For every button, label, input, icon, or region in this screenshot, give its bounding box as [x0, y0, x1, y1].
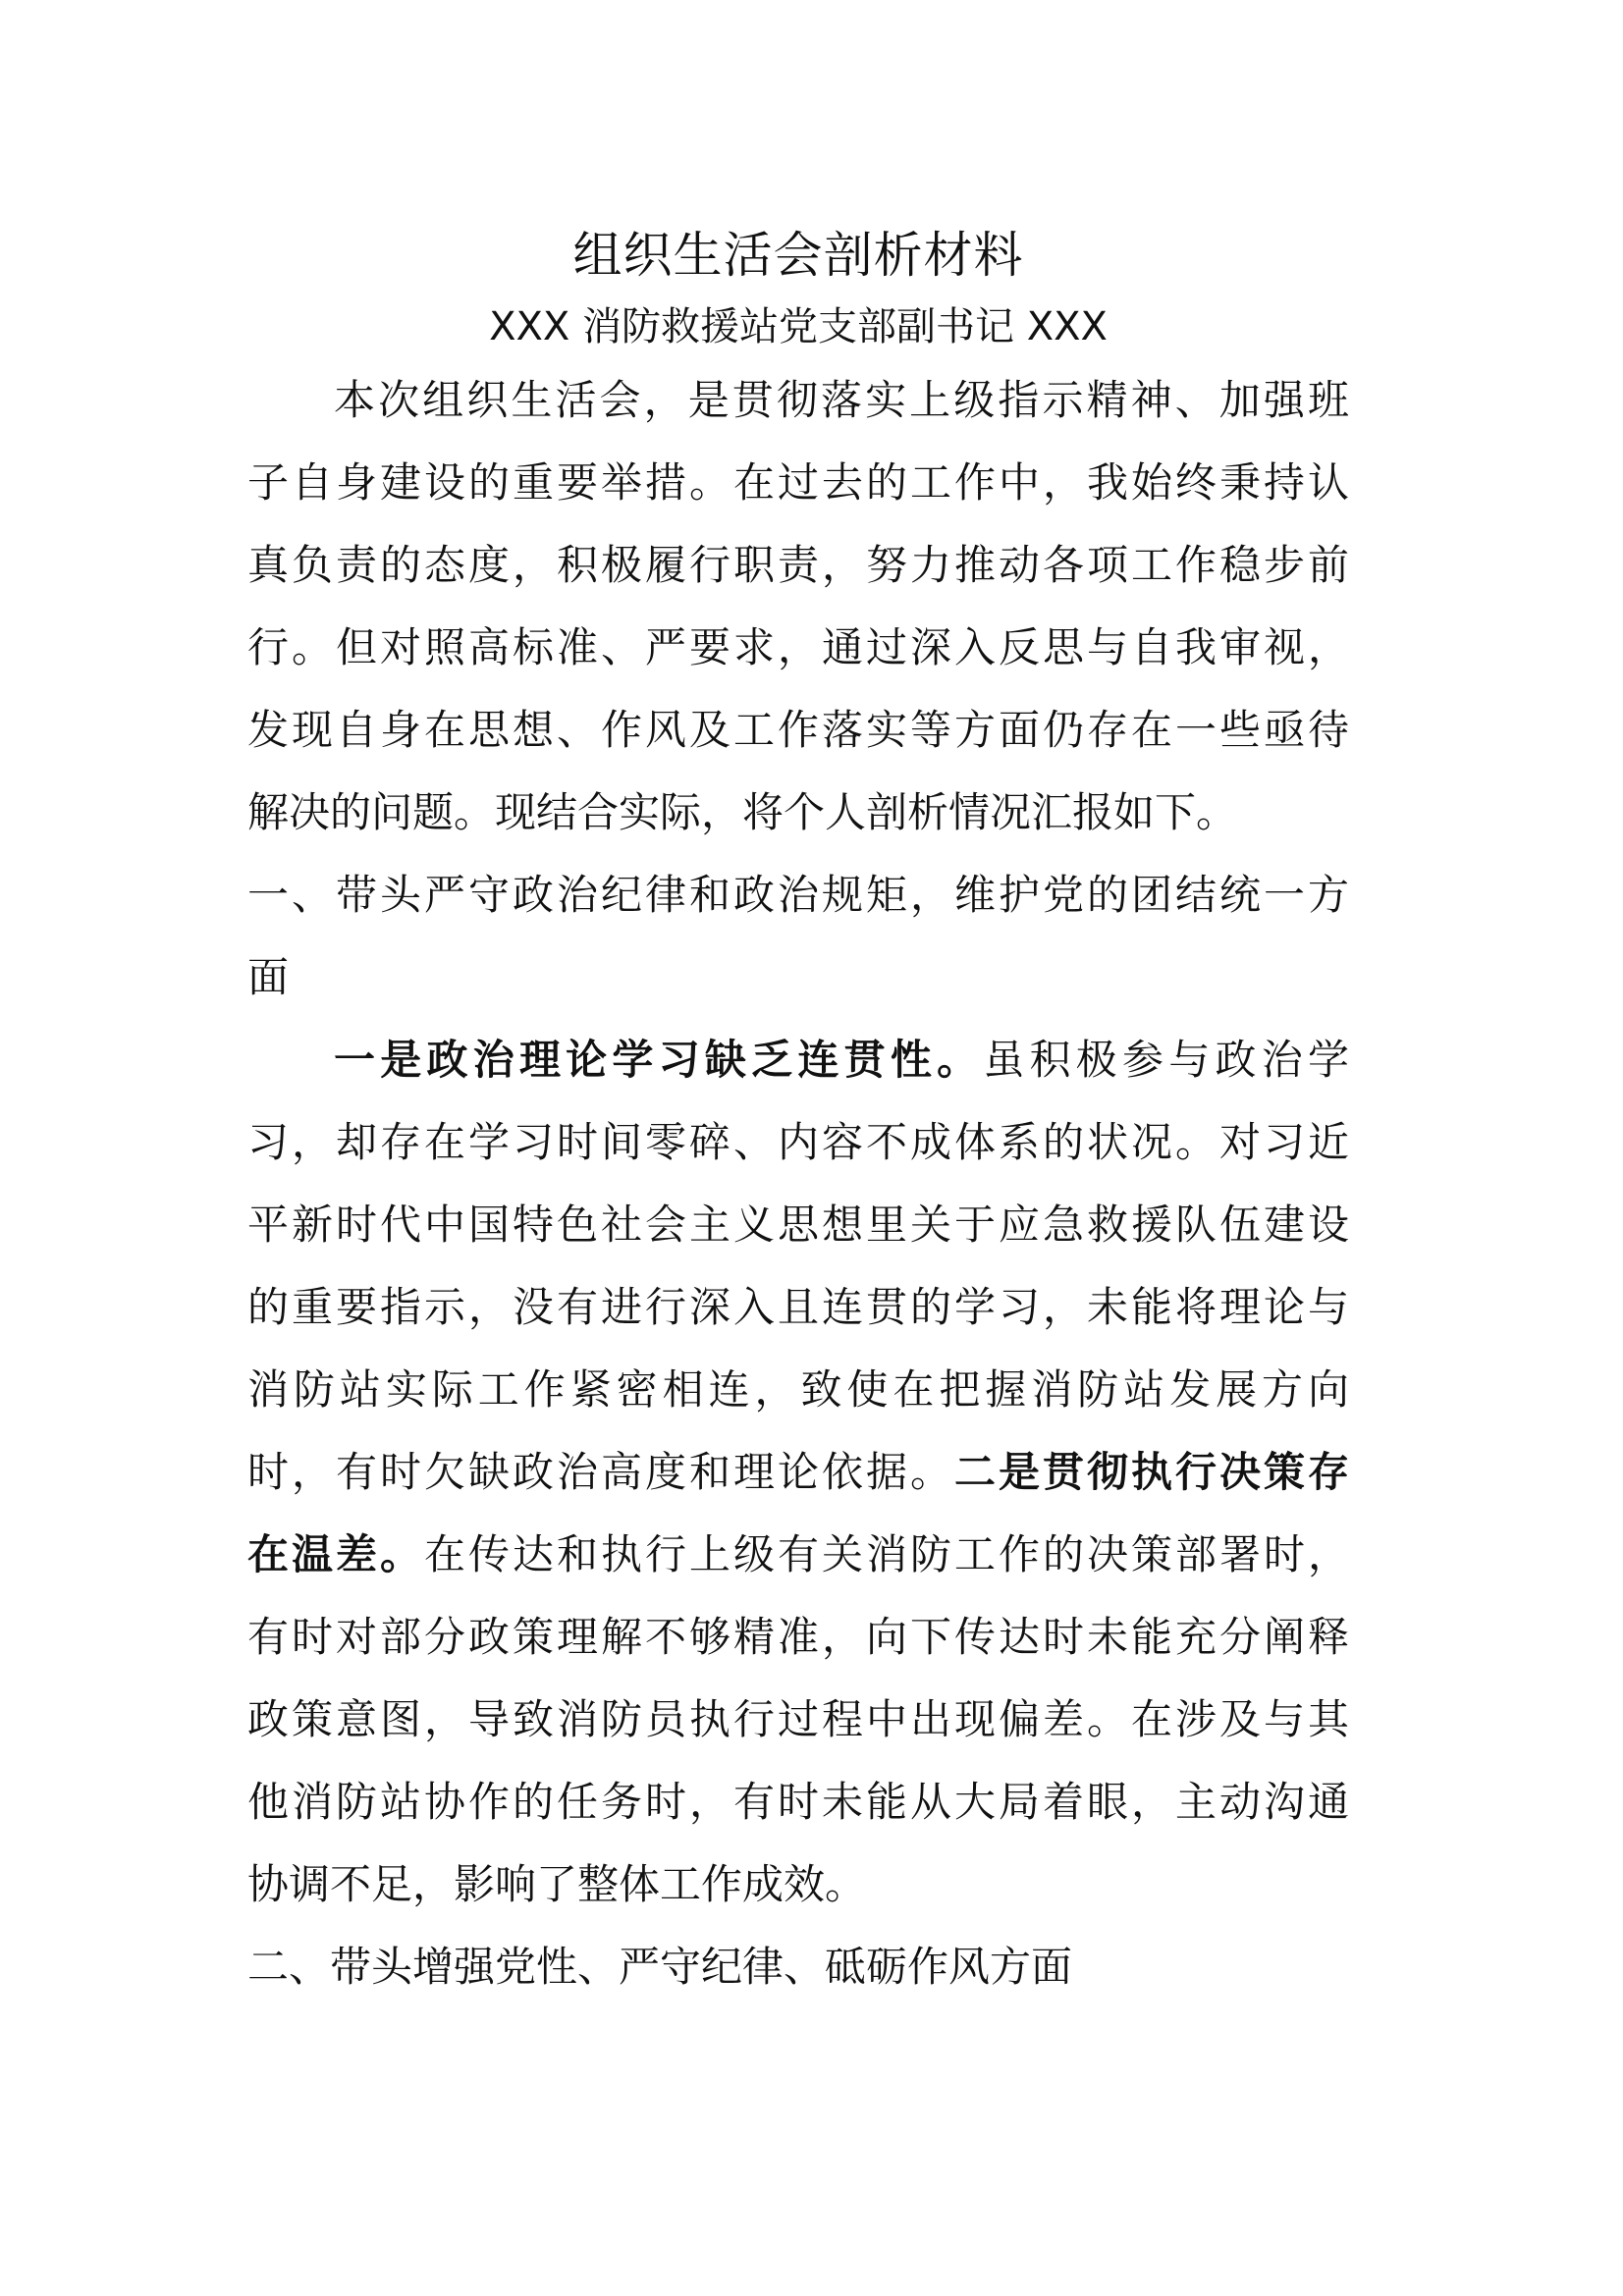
- body-line: [247, 1019, 1349, 1101]
- intro-line: 发现自身在思想、作风及工作落实等方面仍存在一些亟待: [247, 706, 1349, 754]
- body-line: 的重要指示，没有进行深入且连贯的学习，未能将理论与: [247, 1283, 1349, 1331]
- document-subtitle: XXX 消防救援站党支部副书记 XXX: [489, 304, 1108, 349]
- body-text: 在传达和执行上级有关消防工作的决策部署时，: [424, 1530, 1349, 1578]
- body-text: 时，有时欠缺政治高度和理论依据。: [247, 1448, 954, 1496]
- intro-paragraph: [247, 359, 1349, 854]
- section2-heading-line: 二、带头增强党性、严守纪律、砥砺作风方面: [247, 1943, 1073, 1991]
- point-one-heading: 一是政治理论学习缺乏连贯性。: [334, 1036, 984, 1084]
- section1-heading: [247, 854, 1349, 1019]
- section1-body: [247, 1019, 1349, 1926]
- body-line: 政策意图，导致消防员执行过程中出现偏差。在涉及与其: [247, 1695, 1349, 1743]
- intro-line: 子自身建设的重要举措。在过去的工作中，我始终秉持认: [247, 458, 1349, 507]
- intro-line: 解决的问题。现结合实际，将个人剖析情况汇报如下。: [247, 788, 1238, 836]
- body-line: 协调不足，影响了整体工作成效。: [247, 1860, 867, 1908]
- point-two-heading: 在温差。: [247, 1530, 424, 1578]
- body-line: [247, 1431, 1349, 1514]
- intro-line: 行。但对照高标准、严要求，通过深入反思与自我审视，: [247, 623, 1349, 671]
- section1-heading-line: 面: [247, 953, 290, 1001]
- body-line: 消防站实际工作紧密相连，致使在把握消防站发展方向: [247, 1365, 1349, 1414]
- intro-line: 真负责的态度，积极履行职责，努力推动各项工作稳步前: [247, 541, 1349, 589]
- body-line: [247, 1514, 1349, 1596]
- body-line: 他消防站协作的任务时，有时未能从大局着眼，主动沟通: [247, 1778, 1349, 1826]
- document-title: 组织生活会剖析材料: [572, 227, 1024, 284]
- body-line: 有时对部分政策理解不够精准，向下传达时未能充分阐释: [247, 1613, 1349, 1661]
- intro-line: 本次组织生活会，是贯彻落实上级指示精神、加强班: [334, 376, 1349, 424]
- body-line: 平新时代中国特色社会主义思想里关于应急救援队伍建设: [247, 1201, 1349, 1249]
- section2-heading: [247, 1926, 1349, 2008]
- document-page: [247, 216, 1349, 2008]
- body-line: 习，却存在学习时间零碎、内容不成体系的状况。对习近: [247, 1118, 1349, 1166]
- section1-heading-line: 一、带头严守政治纪律和政治规矩，维护党的团结统一方: [247, 871, 1349, 919]
- point-two-heading: 二是贯彻执行决策存: [953, 1448, 1349, 1496]
- body-text: 虽积极参与政治学: [983, 1036, 1349, 1084]
